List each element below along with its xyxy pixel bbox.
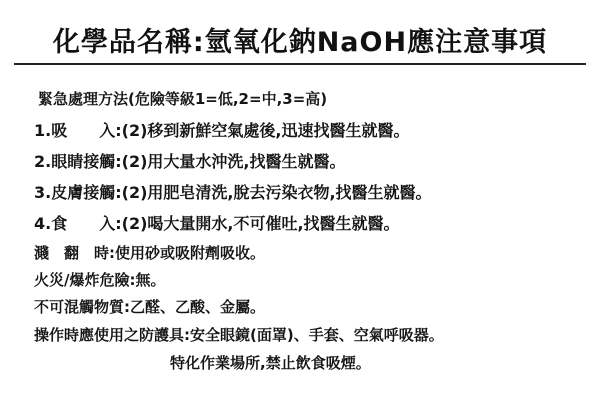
emergency-item-inhalation <box>34 118 409 141</box>
emergency-item-text: (2)用肥皂清洗,脫去污染衣物,找醫生就醫。 <box>121 183 432 202</box>
emergency-item-label: 2.眼睛接觸: <box>34 152 122 171</box>
workplace-notice: 特化作業場所,禁止飲食吸煙。 <box>170 354 371 372</box>
emergency-item-text: (2)用大量水沖洗,找醫生就醫。 <box>121 152 346 171</box>
incompatible-materials: 不可混觸物質:乙醛、乙酸、金屬。 <box>34 298 266 316</box>
title-underline <box>14 63 586 65</box>
emergency-item-text: (2)喝大量開水,不可催吐,找醫生就醫。 <box>121 214 400 233</box>
emergency-item-label: 4.食 入: <box>34 214 122 233</box>
emergency-item-text: (2)移到新鮮空氣處後,迅速找醫生就醫。 <box>121 121 410 140</box>
emergency-heading: 緊急處理方法(危險等級1=低,2=中,3=高) <box>38 90 328 108</box>
emergency-item-eye-contact <box>34 149 345 172</box>
emergency-item-label: 3.皮膚接觸: <box>34 183 122 202</box>
page-title: 化學品名稱:氫氧化鈉NaOH應注意事項 <box>52 27 548 58</box>
emergency-item-label: 1.吸 入: <box>34 121 122 140</box>
emergency-item-skin-contact <box>34 180 432 203</box>
emergency-item-ingestion <box>34 211 400 234</box>
protective-equipment: 操作時應使用之防護具:安全眼鏡(面罩)、手套、空氣呼吸器。 <box>34 326 444 344</box>
fire-explosion-hazard: 火災/爆炸危險:無。 <box>34 271 166 289</box>
spill-response: 濺 翻 時:使用砂或吸附劑吸收。 <box>34 244 266 262</box>
